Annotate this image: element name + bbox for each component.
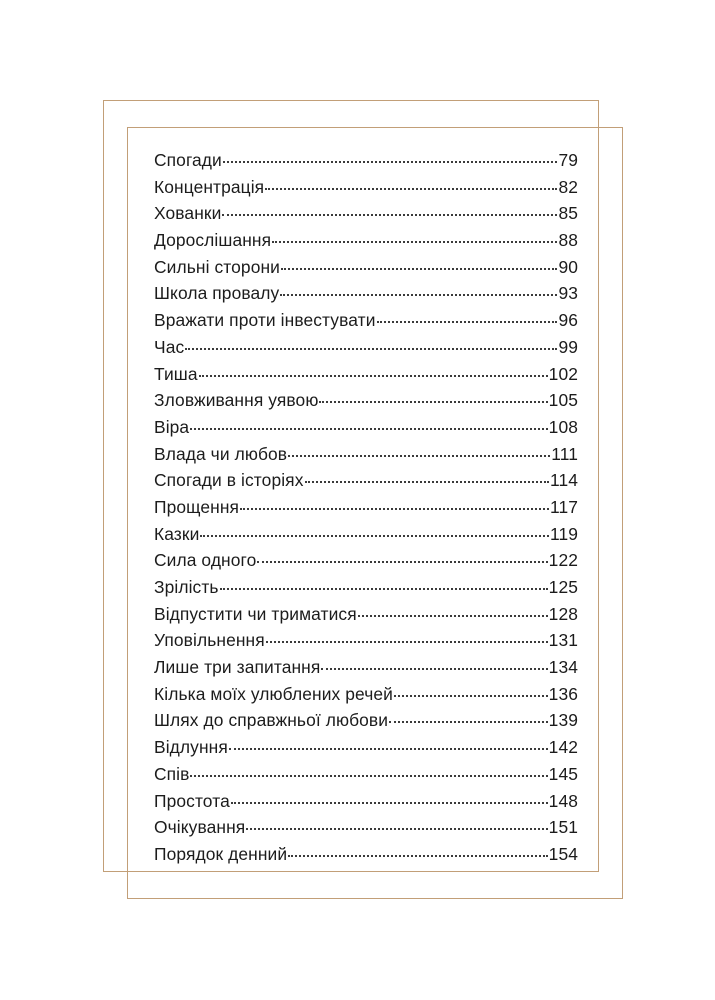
toc-entry-page-number: 82 <box>558 176 578 197</box>
dot-leader <box>190 775 547 777</box>
toc-entry-page-number: 96 <box>558 310 578 331</box>
toc-entry-title: Влада чи любов <box>154 443 288 464</box>
toc-entry-page-number: 117 <box>549 496 578 517</box>
toc-entry <box>154 203 578 230</box>
dot-leader <box>223 161 558 163</box>
dot-leader <box>200 535 549 537</box>
toc-entry-title: Дорослішання <box>154 230 272 251</box>
toc-entry-page-number: 105 <box>548 390 578 411</box>
toc-entry-title: Сила одного <box>154 550 257 571</box>
toc-entry <box>154 470 578 497</box>
toc-entry <box>154 177 578 204</box>
dot-leader <box>288 855 547 857</box>
toc-entry-page-number: 139 <box>548 710 578 731</box>
dot-leader <box>319 401 547 403</box>
toc-entry-title: Відпустити чи триматися <box>154 603 357 624</box>
toc-entry <box>154 844 578 871</box>
toc-entry-page-number: 85 <box>558 203 578 224</box>
toc-entry-page-number: 134 <box>548 657 578 678</box>
toc-entry-page-number: 88 <box>558 230 578 251</box>
dot-leader <box>266 641 548 643</box>
dot-leader <box>321 668 547 670</box>
toc-entry-title: Кілька моїх улюблених речей <box>154 683 393 704</box>
toc-entry-page-number: 136 <box>548 683 578 704</box>
toc-entry-page-number: 151 <box>548 817 578 838</box>
toc-entry-page-number: 111 <box>551 443 578 464</box>
toc-entry-title: Спогади <box>154 150 222 170</box>
toc-entry-title: Відлуння <box>154 737 228 758</box>
dot-leader <box>185 348 557 350</box>
toc-entry-title: Казки <box>154 523 200 544</box>
toc-entry <box>154 657 578 684</box>
toc-entry-page-number: 125 <box>548 577 578 597</box>
toc-entry-page-number: 90 <box>558 256 578 277</box>
toc-entry-title: Концентрація <box>154 176 265 197</box>
toc-entry-page-number: 114 <box>549 470 578 491</box>
dot-leader <box>394 695 548 697</box>
toc-entry-page-number: 128 <box>548 603 578 624</box>
dot-leader <box>305 481 549 483</box>
toc-entry-title: Спогади в історіях <box>154 470 304 491</box>
toc-entry <box>154 524 578 551</box>
dot-leader <box>257 561 547 563</box>
toc-entry <box>154 257 578 284</box>
dot-leader <box>199 375 548 377</box>
dot-leader <box>272 241 557 243</box>
toc-entry-title: Школа провалу <box>154 283 280 304</box>
toc-entry-title: Лише три запитання <box>154 657 321 678</box>
dot-leader <box>281 268 557 270</box>
dot-leader <box>240 508 549 510</box>
toc-entry-title: Віра <box>154 416 190 437</box>
toc-entry-title: Спів <box>154 763 190 784</box>
toc-entry <box>154 604 578 631</box>
toc-entry <box>154 817 578 844</box>
toc-entry-title: Хованки <box>154 203 222 224</box>
toc-entry-title: Простота <box>154 790 230 811</box>
toc-entry <box>154 737 578 764</box>
toc-entry <box>154 791 578 818</box>
toc-entry <box>154 310 578 337</box>
dot-leader <box>229 748 548 750</box>
toc-entry <box>154 390 578 417</box>
toc-entry-title: Зловживання уявою <box>154 390 319 411</box>
toc-entry-page-number: 108 <box>548 416 578 437</box>
toc-entry <box>154 150 578 177</box>
table-of-contents <box>154 150 578 871</box>
dot-leader <box>190 428 547 430</box>
toc-entry-title: Час <box>154 336 185 357</box>
toc-entry-title: Прощення <box>154 496 240 517</box>
toc-entry-title: Уповільнення <box>154 630 265 651</box>
dot-leader <box>358 615 548 617</box>
toc-entry-page-number: 154 <box>548 843 578 864</box>
dot-leader <box>265 188 557 190</box>
toc-entry-page-number: 142 <box>548 737 578 758</box>
dot-leader <box>280 294 557 296</box>
toc-entry <box>154 364 578 391</box>
toc-entry-title: Сильні сторони <box>154 256 280 277</box>
toc-entry <box>154 283 578 310</box>
dot-leader <box>389 721 548 723</box>
dot-leader <box>288 455 550 457</box>
toc-entry-title: Очікування <box>154 817 246 838</box>
toc-entry-page-number: 148 <box>548 790 578 811</box>
toc-entry-page-number: 119 <box>549 523 578 544</box>
dot-leader <box>246 828 547 830</box>
dot-leader <box>231 802 548 804</box>
toc-entry-page-number: 145 <box>548 763 578 784</box>
toc-entry <box>154 764 578 791</box>
toc-entry-title: Вражати проти інвестувати <box>154 310 376 331</box>
dot-leader <box>377 321 558 323</box>
toc-entry <box>154 550 578 577</box>
toc-entry <box>154 497 578 524</box>
dot-leader <box>220 588 548 590</box>
toc-entry <box>154 444 578 471</box>
toc-entry-page-number: 99 <box>558 336 578 357</box>
toc-entry <box>154 630 578 657</box>
toc-entry-page-number: 79 <box>558 150 578 170</box>
toc-entry-page-number: 131 <box>548 630 578 651</box>
toc-entry <box>154 230 578 257</box>
toc-entry-title: Зрілість <box>154 577 219 597</box>
toc-entry <box>154 710 578 737</box>
toc-entry-title: Тиша <box>154 363 198 384</box>
toc-entry <box>154 577 578 604</box>
toc-entry-page-number: 102 <box>548 363 578 384</box>
toc-entry-page-number: 93 <box>558 283 578 304</box>
dot-leader <box>222 214 557 216</box>
toc-entry-title: Порядок денний <box>154 843 288 864</box>
toc-entry-title: Шлях до справжньої любови <box>154 710 389 731</box>
toc-entry <box>154 684 578 711</box>
toc-entry <box>154 337 578 364</box>
toc-entry <box>154 417 578 444</box>
toc-entry-page-number: 122 <box>548 550 578 571</box>
